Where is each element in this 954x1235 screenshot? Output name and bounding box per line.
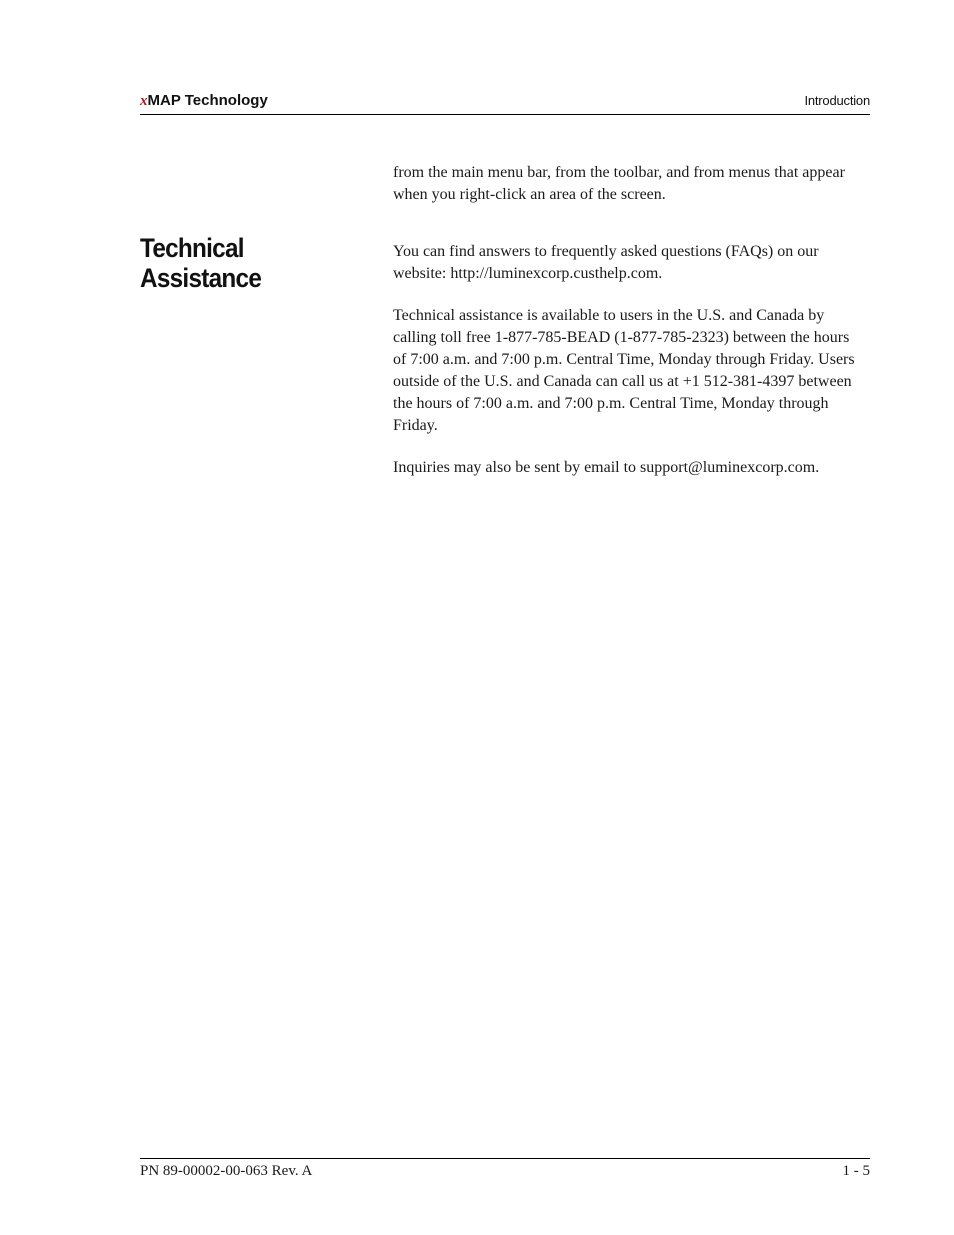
phone-support-paragraph: Technical assistance is available to users in the U.S. and Canada by calling toll free 1-877-785-BEAD (1-877-785-2323) between the hours of 7:00 a.m. and 7:00 p.m. Central Time, Monday through Friday. Users outside of the U.S. and Canada can call us at +1 512-381-4397 between the hours of 7:00 a.m. and 7:00 p.m. Central Time, Monday through Friday. — [393, 307, 855, 434]
page-header — [140, 90, 870, 115]
heading-line-2: Assistance — [140, 263, 262, 293]
brand-title — [140, 92, 268, 110]
brand-x: x — [140, 93, 148, 109]
part-number: PN 89-00002-00-063 Rev. A — [140, 1163, 313, 1179]
brand-title-text: MAP Technology — [147, 92, 268, 109]
section-heading — [140, 233, 261, 293]
section-body — [393, 241, 863, 479]
faq-paragraph: You can find answers to frequently asked questions (FAQs) on our website: http://luminexcorp.custhelp.com. — [393, 243, 819, 282]
chapter-label: Introduction — [804, 93, 870, 108]
email-support-paragraph: Inquiries may also be sent by email to support@luminexcorp.com. — [393, 459, 820, 476]
intro-continuation — [393, 162, 863, 206]
page-number: 1 - 5 — [842, 1163, 870, 1179]
intro-paragraph: from the main menu bar, from the toolbar, and from menus that appear when you right-click an area of the screen. — [393, 164, 845, 203]
page-footer — [140, 1158, 870, 1183]
heading-line-1: Technical — [140, 233, 244, 263]
